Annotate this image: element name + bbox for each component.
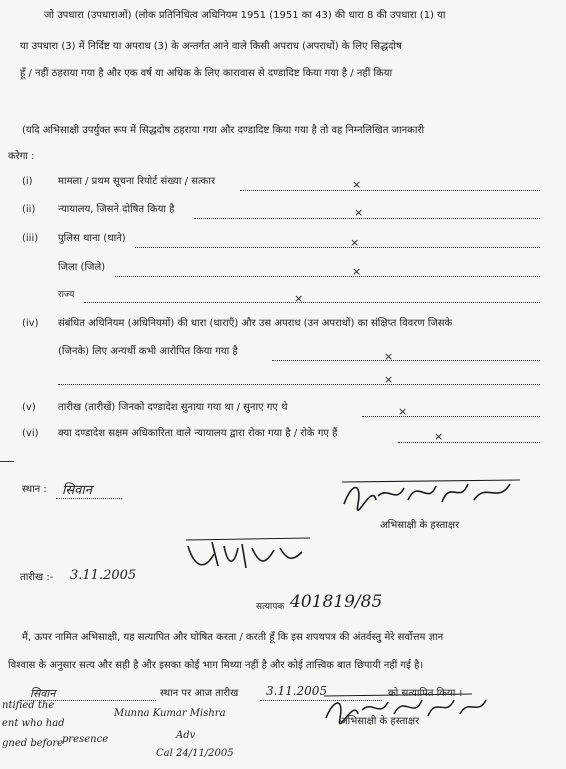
witness-name-handwritten: Munna Kumar Mishra [114, 708, 226, 719]
top-text-line-3: हूँ / नहीं ठहराया गया है और एक वर्ष या अधिक के लिए कारावास से दण्डादिष्ट किया गया है / नहीं किया [20, 68, 393, 79]
item-vi-strike-mark: × [434, 430, 444, 443]
district-blank [115, 276, 540, 277]
verification-line-1: मैं, ऊपर नामित अभिसाक्षी, यह सत्यापित और घोषित करता / करती हूँ कि इस शपथपत्र की अंतर्वस्तु मेरे सर्वोत्तम ज्ञान [22, 632, 444, 643]
date-handwritten: 3.11.2005 [70, 568, 137, 583]
top-text-line-1: जो उपधारा (उपधाराओं) (लोक प्रतिनिधित्व अधिनियम 1951 (1951 का 43) की धारा 8 की उपधारा (1) या [44, 10, 446, 21]
bottom-place-handwritten: सिवान [30, 687, 56, 700]
item-ii-strike-mark: × [354, 206, 364, 219]
item-iii-strike-mark: × [350, 236, 360, 249]
item-i-label: मामला / प्रथम सूचना रिपोर्ट संख्या / सत्कार [58, 176, 216, 187]
note-left-line-1: ntified the [2, 700, 55, 711]
item-iii-number: (iii) [22, 233, 39, 244]
date-label: तारीख :- [20, 572, 54, 583]
item-iii-blank [135, 247, 540, 248]
item-i-number: (i) [22, 176, 33, 187]
serial-handwritten: 401819/85 [290, 592, 383, 612]
left-edge-mark [0, 461, 14, 462]
item-v-strike-mark: × [398, 405, 408, 418]
bottom-row-text-2: को सत्यापित किया । [388, 688, 463, 699]
place-handwritten: सिवान [62, 483, 92, 498]
item-v-label: तारीख (तारीखें) जिनको दण्डादेश सुनाया गया था / सुनाए गए थे [58, 402, 288, 413]
state-label: राज्य [58, 290, 75, 300]
item-ii-label: न्यायालय, जिसने दोषित किया है [58, 204, 175, 215]
bottom-date-handwritten: 3.11.2005 [266, 684, 328, 698]
item-iv-strike-mark-1: × [384, 350, 394, 363]
item-iv-blank-1 [272, 360, 540, 361]
deponent-signature-1-caption: अभिसाक्षी के हस्ताक्षर [380, 520, 460, 531]
item-v-number: (v) [22, 402, 36, 413]
serial-label: सत्यापक [256, 602, 285, 612]
place-blank [56, 498, 122, 499]
item-vi-number: (vi) [22, 428, 39, 439]
intro-line-2: करेगा : [8, 151, 35, 162]
item-ii-number: (ii) [22, 204, 36, 215]
item-iii-label: पुलिस थाना (थाने) [58, 233, 126, 244]
note-left-line-3: gned before [2, 738, 64, 749]
item-vi-blank [398, 442, 540, 443]
state-blank [84, 302, 540, 303]
deponent-signature-2-caption: अभिसाक्षी के हस्ताक्षर [340, 716, 420, 727]
item-iv-number: (iv) [22, 318, 39, 329]
intro-line-1: (यदि अभिसाक्षी उपर्युक्त रूप में सिद्धदोष ठहराया गया और दण्डादिष्ट किया गया है तो वह निम्नलिखित जानकारी [22, 125, 425, 136]
district-strike-mark: × [352, 265, 362, 278]
adv-handwritten: Adv [176, 730, 196, 741]
deponent-signature-1-drawing [338, 474, 528, 516]
state-strike-mark: × [294, 292, 304, 305]
item-ii-blank [194, 218, 540, 219]
item-iv-blank-2 [58, 384, 540, 385]
item-v-blank [362, 416, 540, 417]
place-label: स्थान : [22, 484, 47, 495]
date-note-handwritten: Cal 24/11/2005 [156, 748, 234, 759]
note-left-line-4: presence [62, 734, 109, 745]
item-i-blank [240, 190, 540, 191]
verification-line-2: विश्वास के अनुसार सत्य और सही है और इसका कोई भाग मिथ्या नहीं है और कोई तात्त्विक बात छिपायी नहीं गई है। [8, 660, 424, 671]
district-label: जिला (जिले) [58, 262, 106, 273]
item-iv-line-2: (जिनके) लिए अन्यर्थी कभी आरोपित किया गया है [58, 346, 238, 357]
item-vi-label: क्या दण्डादेश सक्षम अधिकारिता वाले न्यायालय द्वारा रोका गया है / रोके गए हैं [58, 428, 338, 439]
item-iv-strike-mark-2: × [384, 373, 394, 386]
officer-signature-drawing [184, 536, 324, 576]
top-text-line-2: या उपधारा (3) में निर्दिष्ट या अपराध (3) के अन्तर्गत आने वाले किसी अपराध (अपराधों) के लिए सिद्धदोष [20, 41, 402, 52]
item-i-strike-mark: × [352, 178, 362, 191]
bottom-row-text-1: स्थान पर आज तारीख [160, 688, 239, 699]
note-left-line-2: ent who had [2, 718, 65, 729]
item-iv-line-1: संबंधित अधिनियम (अधिनियमों) की धारा (धाराएँ) और उस अपराध (उन अपराधों) का संक्षिप्त विवरण जिसके [58, 318, 453, 329]
